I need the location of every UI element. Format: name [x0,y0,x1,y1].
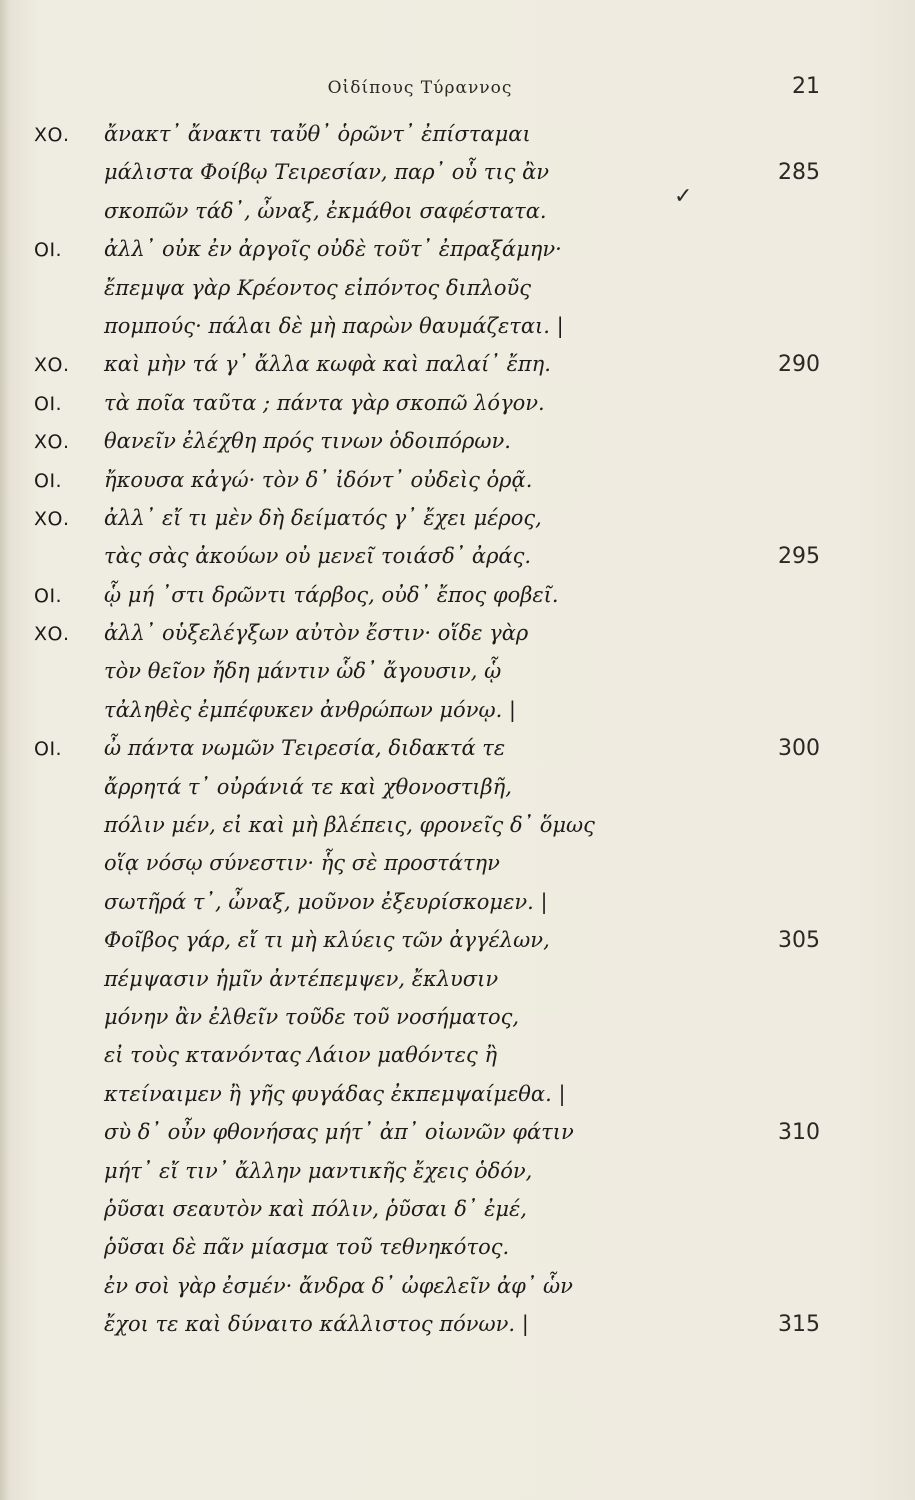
verse-line [0,1270,915,1308]
verse-text-line: πόλιν μέν, εἰ καὶ μὴ βλέπεις, φρονεῖς δ᾽ ὅμως [104,813,595,838]
verse-text-line: ἀλλ᾽ οὐκ ἐν ἀργοῖς οὐδὲ τοῦτ᾽ ἐπραξάμην· [104,237,562,262]
verse-line [0,540,915,578]
verse-line [0,617,915,655]
line-number: 300 [778,736,820,762]
verse-text-line: μόνην ἂν ἐλθεῖν τοῦδε τοῦ νοσήματος, [104,1004,520,1029]
verse-line [0,1308,915,1346]
speaker-label: ΧΟ. [34,354,70,377]
verse-line [0,1155,915,1193]
verse-line [0,655,915,693]
verse-text-line: Φοῖβος γάρ, εἴ τι μὴ κλύεις τῶν ἀγγέλων, [104,928,550,953]
verse-text-line: μάλιστα Φοίβῳ Τειρεσίαν, παρ᾽ οὗ τις ἂν [104,160,550,185]
verse-text-line: μήτ᾽ εἴ τιν᾽ ἄλλην μαντικῆς ἔχεις ὁδόν, [104,1158,533,1183]
verse-text-line: ἄρρητά τ᾽ οὐράνιά τε καὶ χθονοστιβῆ, [104,774,512,799]
verse-line [0,1078,915,1116]
verse-line [0,348,915,386]
verse-text-line: πομπούς· πάλαι δὲ μὴ παρὼν θαυμάζεται. | [104,313,564,338]
running-title: Οἰδίπους Τύραννος [327,78,513,98]
verse-text-line: σὺ δ᾽ οὖν φθονήσας μήτ᾽ ἀπ᾽ οἰωνῶν φάτιν [104,1120,574,1145]
verse-line [0,1231,915,1269]
verse-text-line: τὰς σὰς ἀκούων οὐ μενεῖ τοιάσδ᾽ ἀράς. [104,544,532,569]
speaker-label: ΟΙ. [34,392,63,415]
verse-line [0,502,915,540]
speaker-label: ΧΟ. [34,623,70,646]
page-header [0,74,915,108]
verse-text-line: καὶ μὴν τά γ᾽ ἄλλα κωφὰ καὶ παλαί᾽ ἔπη. [104,352,551,377]
verse-line [0,464,915,502]
verse-line [0,272,915,310]
verse-text-line: κτείναιμεν ἢ γῆς φυγάδας ἐκπεμψαίμεθα. | [104,1081,566,1106]
verse-line [0,847,915,885]
speaker-label: ΧΟ. [34,124,70,146]
verse-text-line: τὸν θεῖον ἤδη μάντιν ὧδ᾽ ἄγουσιν, ᾧ [104,659,502,684]
verse-text-line: ῥῦσαι σεαυτὸν καὶ πόλιν, ῥῦσαι δ᾽ ἐμέ, [104,1196,527,1221]
verse-line [0,425,915,463]
verse-line [0,579,915,617]
verse-text-line: ἀλλ᾽ εἴ τι μὲν δὴ δείματός γ᾽ ἔχει μέρος, [104,505,542,530]
verse-text-line: ἐν σοὶ γὰρ ἐσμέν· ἄνδρα δ᾽ ὠφελεῖν ἀφ᾽ ὧν [104,1273,573,1298]
verse-line [0,195,915,233]
verse-text-line: ὦ πάντα νωμῶν Τειρεσία, διδακτά τε [104,736,506,761]
speaker-label: ΧΟ. [34,431,70,454]
verse-text-line: ἔπεμψα γὰρ Κρέοντος εἰπόντος διπλοῦς [104,275,532,300]
speaker-label: ΧΟ. [34,507,70,530]
verse-text-line: ἀλλ᾽ οὑξελέγξων αὐτὸν ἔστιν· οἵδε γὰρ [104,621,529,646]
verse-line [0,1001,915,1039]
line-number: 285 [778,160,820,186]
verse-text-line: σωτῆρά τ᾽, ὦναξ, μοῦνον ἐξευρίσκομεν. | [104,889,548,914]
verse-text-line: ᾧ μή ᾽στι δρῶντι τάρβος, οὐδ᾽ ἔπος φοβεῖ. [104,582,559,607]
speaker-label: ΟΙ. [34,469,63,492]
verse-line [0,963,915,1001]
checkmark-icon: ✓ [674,184,693,209]
verse-line [0,924,915,962]
speaker-label: ΟΙ. [34,584,63,607]
verse-line [0,233,915,271]
verse-line [0,156,915,194]
verse-text-line: τὰ ποῖα ταῦτα ; πάντα γὰρ σκοπῶ λόγον. [104,390,545,415]
verse-text-line: τἀληθὲς ἐμπέφυκεν ἀνθρώπων μόνῳ. | [104,697,517,722]
verse-text-line: πέμψασιν ἡμῖν ἀντέπεμψεν, ἔκλυσιν [104,966,499,991]
verse-text-line: οἵᾳ νόσῳ σύνεστιν· ἧς σὲ προστάτην [104,851,500,876]
verse-line [0,694,915,732]
verse-line [0,1039,915,1077]
speaker-label: ΟΙ. [34,738,63,761]
verse-line [0,886,915,924]
verse-text-line: θανεῖν ἐλέχθη πρός τινων ὁδοιπόρων. [104,429,511,454]
verse-line [0,1116,915,1154]
verse-text-line: ἄνακτ᾽ ἄνακτι ταὔθ᾽ ὁρῶντ᾽ ἐπίσταμαι [104,122,531,146]
verse-line [0,1193,915,1231]
line-number: 290 [778,352,820,378]
verse-line [0,771,915,809]
verse-text-line: ἔχοι τε καὶ δύναιτο κάλλιστος πόνων. | [104,1312,529,1337]
line-number: 310 [778,1120,820,1146]
verse-line [0,310,915,348]
verse-line [0,809,915,847]
verse-text-line: ῥῦσαι δὲ πᾶν μίασμα τοῦ τεθνηκότος. [104,1235,510,1260]
line-number: 305 [778,928,820,954]
line-number: 315 [778,1312,820,1338]
verse-text-line: εἰ τοὺς κτανόντας Λάιον μαθόντες ἢ [104,1043,498,1068]
verse-line [0,387,915,425]
line-number: 295 [778,544,820,570]
verse-text-line: ἤκουσα κἀγώ· τὸν δ᾽ ἰδόντ᾽ οὐδεὶς ὁρᾷ. [104,467,533,492]
verse-line [0,118,915,156]
verse-text [0,118,915,1347]
verse-text-line: σκοπῶν τάδ᾽, ὦναξ, ἐκμάθοι σαφέστατα. [104,198,547,223]
speaker-label: ΟΙ. [34,239,63,262]
verse-line [0,732,915,770]
page-number: 21 [792,74,820,99]
